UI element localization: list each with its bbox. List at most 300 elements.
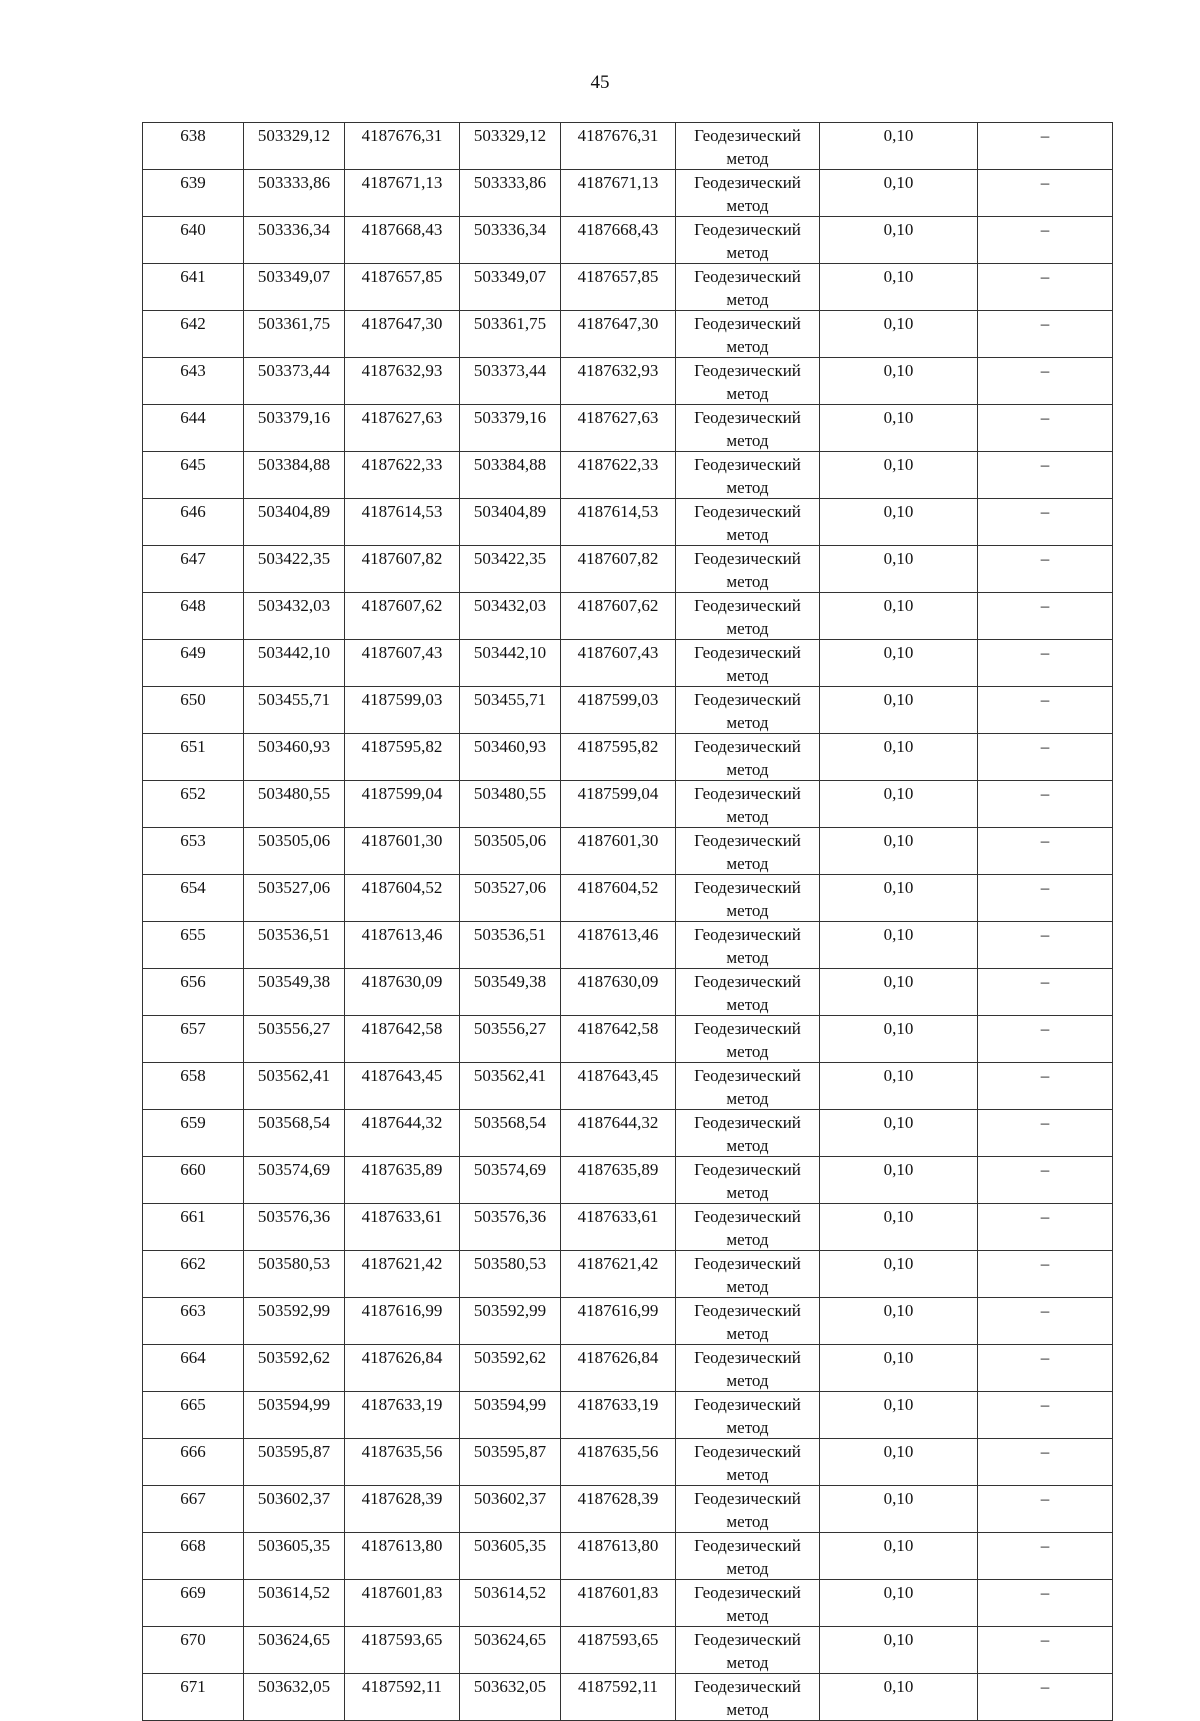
- method-line1: Геодезический: [694, 643, 801, 662]
- note-cell: [978, 1580, 1113, 1627]
- table-row: [143, 1345, 1113, 1392]
- accuracy-text: 0,10: [883, 1019, 914, 1038]
- table-row: [143, 1674, 1113, 1721]
- note-text: –: [1040, 173, 1050, 192]
- method-line2: метод: [726, 572, 769, 591]
- method-cell: [676, 1157, 820, 1204]
- method-line2: метод: [726, 384, 769, 403]
- accuracy-cell: [820, 1204, 978, 1251]
- point-number-text: 648: [180, 596, 206, 615]
- y-new-text: 4187643,45: [577, 1066, 659, 1085]
- x-existing-text: 503373,44: [257, 361, 331, 380]
- point-number-text: 660: [180, 1160, 206, 1179]
- method-line1: Геодезический: [694, 784, 801, 803]
- point-number-cell: [143, 1392, 244, 1439]
- method-line2: метод: [726, 854, 769, 873]
- y-new-cell: [561, 1627, 676, 1674]
- x-new-cell: [460, 1251, 561, 1298]
- x-new-cell: [460, 1110, 561, 1157]
- table-row: [143, 452, 1113, 499]
- method-cell: [676, 1439, 820, 1486]
- note-cell: [978, 1063, 1113, 1110]
- x-new-cell: [460, 546, 561, 593]
- accuracy-text: 0,10: [883, 1489, 914, 1508]
- x-existing-cell: [244, 828, 345, 875]
- accuracy-cell: [820, 546, 978, 593]
- accuracy-text: 0,10: [883, 126, 914, 145]
- point-number-text: 664: [180, 1348, 206, 1367]
- accuracy-cell: [820, 1580, 978, 1627]
- table-row: [143, 875, 1113, 922]
- method-line1: Геодезический: [694, 502, 801, 521]
- table-row: [143, 687, 1113, 734]
- method-line2: метод: [726, 666, 769, 685]
- x-existing-cell: [244, 640, 345, 687]
- y-new-text: 4187633,19: [577, 1395, 659, 1414]
- accuracy-cell: [820, 170, 978, 217]
- method-cell: [676, 1486, 820, 1533]
- y-existing-cell: [345, 687, 460, 734]
- y-existing-text: 4187627,63: [361, 408, 443, 427]
- x-existing-text: 503361,75: [257, 314, 331, 333]
- method-line1: Геодезический: [694, 972, 801, 991]
- y-new-text: 4187621,42: [577, 1254, 659, 1273]
- x-new-text: 503527,06: [473, 878, 547, 897]
- point-number-text: 639: [180, 173, 206, 192]
- method-line1: Геодезический: [694, 1160, 801, 1179]
- point-number-cell: [143, 217, 244, 264]
- x-new-cell: [460, 1486, 561, 1533]
- table-row: [143, 1110, 1113, 1157]
- table-row: [143, 123, 1113, 170]
- accuracy-cell: [820, 828, 978, 875]
- x-existing-text: 503455,71: [257, 690, 331, 709]
- accuracy-cell: [820, 1533, 978, 1580]
- x-new-text: 503624,65: [473, 1630, 547, 1649]
- y-new-text: 4187647,30: [577, 314, 659, 333]
- y-new-cell: [561, 1392, 676, 1439]
- method-cell: [676, 1298, 820, 1345]
- table-row: [143, 264, 1113, 311]
- note-text: –: [1040, 1207, 1050, 1226]
- y-new-cell: [561, 922, 676, 969]
- x-existing-cell: [244, 1345, 345, 1392]
- y-new-text: 4187607,43: [577, 643, 659, 662]
- y-existing-cell: [345, 1251, 460, 1298]
- x-new-text: 503442,10: [473, 643, 547, 662]
- point-number-text: 658: [180, 1066, 206, 1085]
- accuracy-text: 0,10: [883, 690, 914, 709]
- note-text: –: [1040, 831, 1050, 850]
- x-new-text: 503614,52: [473, 1583, 547, 1602]
- point-number-text: 670: [180, 1630, 206, 1649]
- y-new-cell: [561, 217, 676, 264]
- page-number: 45: [590, 72, 610, 93]
- accuracy-text: 0,10: [883, 1113, 914, 1132]
- method-line2: метод: [726, 807, 769, 826]
- method-line2: метод: [726, 1418, 769, 1437]
- point-number-cell: [143, 828, 244, 875]
- y-new-cell: [561, 1016, 676, 1063]
- point-number-cell: [143, 1204, 244, 1251]
- accuracy-text: 0,10: [883, 1066, 914, 1085]
- x-existing-text: 503594,99: [257, 1395, 331, 1414]
- x-existing-cell: [244, 1580, 345, 1627]
- x-new-cell: [460, 499, 561, 546]
- accuracy-text: 0,10: [883, 1442, 914, 1461]
- note-text: –: [1040, 1019, 1050, 1038]
- x-existing-text: 503329,12: [257, 126, 331, 145]
- method-cell: [676, 1204, 820, 1251]
- y-existing-text: 4187642,58: [361, 1019, 443, 1038]
- y-existing-text: 4187630,09: [361, 972, 443, 991]
- note-text: –: [1040, 596, 1050, 615]
- x-existing-text: 503549,38: [257, 972, 331, 991]
- y-new-text: 4187601,83: [577, 1583, 659, 1602]
- x-new-text: 503562,41: [473, 1066, 547, 1085]
- accuracy-text: 0,10: [883, 173, 914, 192]
- y-existing-cell: [345, 358, 460, 405]
- x-existing-text: 503614,52: [257, 1583, 331, 1602]
- accuracy-cell: [820, 1157, 978, 1204]
- y-new-text: 4187671,13: [577, 173, 659, 192]
- accuracy-text: 0,10: [883, 737, 914, 756]
- accuracy-cell: [820, 358, 978, 405]
- x-existing-cell: [244, 1298, 345, 1345]
- x-new-text: 503556,27: [473, 1019, 547, 1038]
- x-existing-cell: [244, 1392, 345, 1439]
- table-row: [143, 1392, 1113, 1439]
- y-existing-cell: [345, 1439, 460, 1486]
- point-number-cell: [143, 1674, 244, 1721]
- note-text: –: [1040, 690, 1050, 709]
- x-existing-text: 503349,07: [257, 267, 331, 286]
- y-existing-text: 4187613,46: [361, 925, 443, 944]
- accuracy-text: 0,10: [883, 361, 914, 380]
- table-row: [143, 1157, 1113, 1204]
- accuracy-text: 0,10: [883, 784, 914, 803]
- accuracy-cell: [820, 405, 978, 452]
- note-cell: [978, 1674, 1113, 1721]
- x-existing-text: 503632,05: [257, 1677, 331, 1696]
- accuracy-text: 0,10: [883, 408, 914, 427]
- x-new-text: 503480,55: [473, 784, 547, 803]
- x-new-cell: [460, 687, 561, 734]
- x-existing-cell: [244, 170, 345, 217]
- x-existing-text: 503379,16: [257, 408, 331, 427]
- y-existing-text: 4187604,52: [361, 878, 443, 897]
- table-row: [143, 969, 1113, 1016]
- table-row: [143, 358, 1113, 405]
- y-new-text: 4187599,03: [577, 690, 659, 709]
- y-new-text: 4187601,30: [577, 831, 659, 850]
- accuracy-text: 0,10: [883, 1348, 914, 1367]
- table-row: [143, 922, 1113, 969]
- x-existing-cell: [244, 217, 345, 264]
- x-existing-text: 503624,65: [257, 1630, 331, 1649]
- y-existing-cell: [345, 1345, 460, 1392]
- y-existing-cell: [345, 499, 460, 546]
- note-text: –: [1040, 1536, 1050, 1555]
- x-new-text: 503455,71: [473, 690, 547, 709]
- x-existing-text: 503605,35: [257, 1536, 331, 1555]
- y-existing-cell: [345, 781, 460, 828]
- x-new-cell: [460, 781, 561, 828]
- x-existing-cell: [244, 123, 345, 170]
- y-existing-text: 4187595,82: [361, 737, 443, 756]
- point-number-text: 647: [180, 549, 206, 568]
- point-number-cell: [143, 1298, 244, 1345]
- x-new-cell: [460, 969, 561, 1016]
- x-new-cell: [460, 1345, 561, 1392]
- y-new-cell: [561, 1298, 676, 1345]
- note-cell: [978, 1016, 1113, 1063]
- method-line2: метод: [726, 337, 769, 356]
- method-line2: метод: [726, 149, 769, 168]
- method-cell: [676, 593, 820, 640]
- y-new-cell: [561, 1345, 676, 1392]
- method-line1: Геодезический: [694, 1207, 801, 1226]
- y-existing-cell: [345, 1157, 460, 1204]
- accuracy-cell: [820, 640, 978, 687]
- table-row: [143, 499, 1113, 546]
- x-new-text: 503576,36: [473, 1207, 547, 1226]
- table-row: [143, 1627, 1113, 1674]
- method-cell: [676, 546, 820, 593]
- note-cell: [978, 1251, 1113, 1298]
- point-number-cell: [143, 405, 244, 452]
- y-existing-cell: [345, 1627, 460, 1674]
- y-existing-text: 4187616,99: [361, 1301, 443, 1320]
- x-new-cell: [460, 922, 561, 969]
- x-new-text: 503404,89: [473, 502, 547, 521]
- point-number-cell: [143, 1110, 244, 1157]
- y-existing-cell: [345, 1674, 460, 1721]
- y-existing-cell: [345, 311, 460, 358]
- y-existing-text: 4187601,30: [361, 831, 443, 850]
- y-new-text: 4187668,43: [577, 220, 659, 239]
- y-new-cell: [561, 1674, 676, 1721]
- y-new-text: 4187633,61: [577, 1207, 659, 1226]
- point-number-text: 665: [180, 1395, 206, 1414]
- x-new-text: 503536,51: [473, 925, 547, 944]
- method-line2: метод: [726, 1183, 769, 1202]
- accuracy-text: 0,10: [883, 831, 914, 850]
- y-existing-cell: [345, 640, 460, 687]
- note-cell: [978, 1110, 1113, 1157]
- x-existing-cell: [244, 311, 345, 358]
- y-existing-text: 4187676,31: [361, 126, 443, 145]
- x-new-cell: [460, 1533, 561, 1580]
- method-line2: метод: [726, 619, 769, 638]
- x-new-text: 503460,93: [473, 737, 547, 756]
- x-existing-cell: [244, 1157, 345, 1204]
- x-new-cell: [460, 452, 561, 499]
- x-new-cell: [460, 217, 561, 264]
- y-new-cell: [561, 1439, 676, 1486]
- x-new-text: 503592,62: [473, 1348, 547, 1367]
- y-new-cell: [561, 170, 676, 217]
- point-number-text: 659: [180, 1113, 206, 1132]
- note-cell: [978, 781, 1113, 828]
- y-new-text: 4187632,93: [577, 361, 659, 380]
- x-existing-cell: [244, 546, 345, 593]
- note-text: –: [1040, 1583, 1050, 1602]
- y-existing-text: 4187626,84: [361, 1348, 443, 1367]
- x-existing-text: 503592,99: [257, 1301, 331, 1320]
- method-line2: метод: [726, 760, 769, 779]
- y-new-text: 4187627,63: [577, 408, 659, 427]
- note-text: –: [1040, 1066, 1050, 1085]
- table-row: [143, 405, 1113, 452]
- x-new-text: 503505,06: [473, 831, 547, 850]
- method-cell: [676, 452, 820, 499]
- method-cell: [676, 1251, 820, 1298]
- y-existing-text: 4187599,03: [361, 690, 443, 709]
- y-existing-text: 4187599,04: [361, 784, 443, 803]
- x-new-cell: [460, 123, 561, 170]
- table-row: [143, 217, 1113, 264]
- point-number-cell: [143, 640, 244, 687]
- method-line2: метод: [726, 525, 769, 544]
- accuracy-cell: [820, 1392, 978, 1439]
- note-text: –: [1040, 784, 1050, 803]
- method-line2: метод: [726, 1324, 769, 1343]
- accuracy-cell: [820, 687, 978, 734]
- x-existing-text: 503336,34: [257, 220, 331, 239]
- x-new-cell: [460, 264, 561, 311]
- x-existing-text: 503562,41: [257, 1066, 331, 1085]
- y-existing-cell: [345, 170, 460, 217]
- table-row: [143, 1533, 1113, 1580]
- point-number-cell: [143, 687, 244, 734]
- y-new-cell: [561, 969, 676, 1016]
- method-line1: Геодезический: [694, 455, 801, 474]
- table-row: [143, 1486, 1113, 1533]
- method-line1: Геодезический: [694, 1677, 801, 1696]
- method-cell: [676, 1063, 820, 1110]
- y-existing-cell: [345, 123, 460, 170]
- point-number-cell: [143, 875, 244, 922]
- method-cell: [676, 640, 820, 687]
- point-number-cell: [143, 123, 244, 170]
- point-number-text: 668: [180, 1536, 206, 1555]
- x-existing-cell: [244, 1204, 345, 1251]
- y-existing-text: 4187643,45: [361, 1066, 443, 1085]
- note-cell: [978, 922, 1113, 969]
- accuracy-text: 0,10: [883, 1630, 914, 1649]
- accuracy-text: 0,10: [883, 1207, 914, 1226]
- note-cell: [978, 123, 1113, 170]
- method-line1: Геодезический: [694, 1536, 801, 1555]
- point-number-text: 669: [180, 1583, 206, 1602]
- accuracy-text: 0,10: [883, 267, 914, 286]
- point-number-cell: [143, 922, 244, 969]
- table-row: [143, 1439, 1113, 1486]
- x-existing-cell: [244, 1627, 345, 1674]
- x-new-cell: [460, 593, 561, 640]
- point-number-cell: [143, 1157, 244, 1204]
- x-existing-cell: [244, 593, 345, 640]
- accuracy-text: 0,10: [883, 596, 914, 615]
- x-new-cell: [460, 1157, 561, 1204]
- point-number-text: 655: [180, 925, 206, 944]
- y-existing-text: 4187632,93: [361, 361, 443, 380]
- y-new-cell: [561, 123, 676, 170]
- note-text: –: [1040, 1254, 1050, 1273]
- accuracy-cell: [820, 499, 978, 546]
- accuracy-text: 0,10: [883, 455, 914, 474]
- x-new-cell: [460, 358, 561, 405]
- method-line1: Геодезический: [694, 925, 801, 944]
- note-text: –: [1040, 878, 1050, 897]
- accuracy-cell: [820, 734, 978, 781]
- method-cell: [676, 1533, 820, 1580]
- point-number-text: 653: [180, 831, 206, 850]
- y-new-text: 4187592,11: [577, 1677, 659, 1696]
- y-new-text: 4187628,39: [577, 1489, 659, 1508]
- accuracy-cell: [820, 593, 978, 640]
- point-number-cell: [143, 1251, 244, 1298]
- x-existing-cell: [244, 405, 345, 452]
- y-new-cell: [561, 828, 676, 875]
- method-cell: [676, 781, 820, 828]
- note-cell: [978, 452, 1113, 499]
- y-new-cell: [561, 593, 676, 640]
- accuracy-text: 0,10: [883, 549, 914, 568]
- y-existing-text: 4187635,56: [361, 1442, 443, 1461]
- note-text: –: [1040, 972, 1050, 991]
- table-row: [143, 1298, 1113, 1345]
- x-existing-text: 503536,51: [257, 925, 331, 944]
- x-existing-cell: [244, 1016, 345, 1063]
- y-new-text: 4187635,89: [577, 1160, 659, 1179]
- accuracy-cell: [820, 922, 978, 969]
- y-new-cell: [561, 781, 676, 828]
- x-existing-cell: [244, 875, 345, 922]
- y-new-cell: [561, 358, 676, 405]
- x-new-text: 503349,07: [473, 267, 547, 286]
- point-number-text: 646: [180, 502, 206, 521]
- y-new-cell: [561, 734, 676, 781]
- x-existing-cell: [244, 1674, 345, 1721]
- x-new-text: 503361,75: [473, 314, 547, 333]
- point-number-cell: [143, 1580, 244, 1627]
- method-line2: метод: [726, 1136, 769, 1155]
- x-new-cell: [460, 640, 561, 687]
- point-number-text: 666: [180, 1442, 206, 1461]
- x-existing-cell: [244, 1251, 345, 1298]
- point-number-cell: [143, 1486, 244, 1533]
- y-existing-text: 4187607,43: [361, 643, 443, 662]
- note-text: –: [1040, 1113, 1050, 1132]
- x-new-cell: [460, 1580, 561, 1627]
- y-existing-text: 4187628,39: [361, 1489, 443, 1508]
- point-number-text: 651: [180, 737, 206, 756]
- method-line1: Геодезический: [694, 126, 801, 145]
- note-cell: [978, 1298, 1113, 1345]
- accuracy-cell: [820, 875, 978, 922]
- method-line1: Геодезический: [694, 596, 801, 615]
- x-existing-text: 503442,10: [257, 643, 331, 662]
- method-cell: [676, 875, 820, 922]
- x-existing-cell: [244, 687, 345, 734]
- method-line1: Геодезический: [694, 878, 801, 897]
- x-existing-cell: [244, 734, 345, 781]
- method-line1: Геодезический: [694, 1113, 801, 1132]
- point-number-text: 640: [180, 220, 206, 239]
- x-existing-text: 503592,62: [257, 1348, 331, 1367]
